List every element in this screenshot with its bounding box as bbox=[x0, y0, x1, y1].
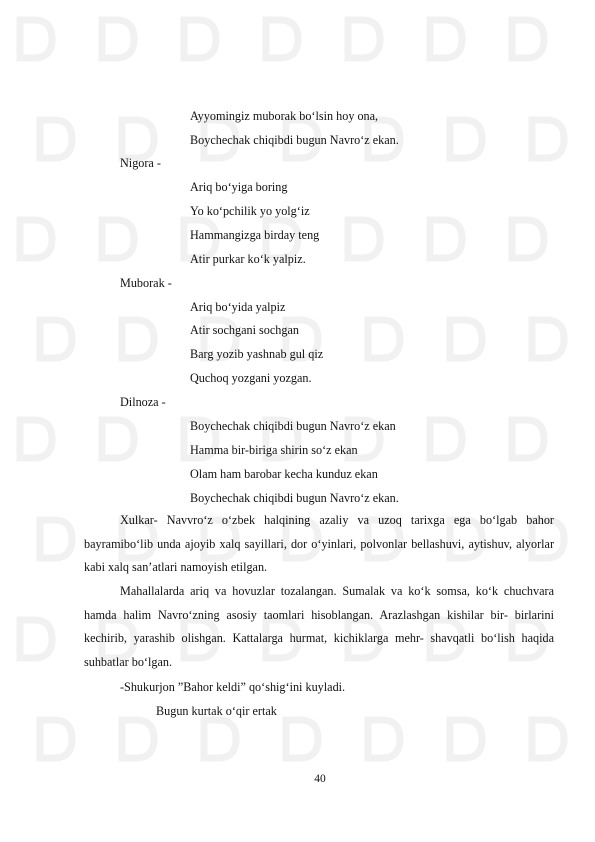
verse-line: Ariq bo‘yiga boring bbox=[190, 180, 288, 194]
paragraph-text: Xulkar- Navvro‘z o‘zbek halqining azaliy va uzoq tarixga ega bo‘lgab bahor bayramibo‘lib unda ajoyib xalq sayillari, dor o‘yinlari, polvonlar bellashuvi, aytishuv, alyorlar kabi xalq san’atlari namoyish etilgan. bbox=[84, 513, 554, 575]
verse-line: Barg yozib yashnab gul qiz bbox=[190, 347, 324, 361]
verse-line: Yo ko‘pchilik yo yolg‘iz bbox=[190, 204, 310, 218]
verse-line: Atir purkar ko‘k yalpiz. bbox=[190, 252, 306, 266]
text-line: -Shukurjon ”Bahor keldi” qo‘shig‘ini kuyladi. bbox=[120, 680, 346, 694]
speaker-label: Muborak - bbox=[120, 276, 172, 290]
verse-line: Ariq bo‘yida yalpiz bbox=[190, 300, 286, 314]
verse-line: Boychechak chiqibdi bugun Navro‘z ekan. bbox=[190, 491, 399, 505]
verse-line: Olam ham barobar kecha kunduz ekan bbox=[190, 467, 378, 481]
verse-line: Boychechak chiqibdi bugun Navro‘z ekan bbox=[190, 419, 396, 433]
verse-line: Hammangizga birday teng bbox=[190, 228, 320, 242]
page-number: 40 bbox=[314, 773, 326, 785]
verse-line: Atir sochgani sochgan bbox=[190, 323, 299, 337]
speaker-label: Nigora - bbox=[120, 156, 161, 170]
speaker-label: Dilnoza - bbox=[120, 395, 166, 409]
paragraph bbox=[84, 509, 554, 580]
verse-line: Quchoq yozgani yozgan. bbox=[190, 371, 312, 385]
verse-line: Ayyomingiz muborak bo‘lsin hoy ona, bbox=[190, 109, 379, 123]
text-line: Bugun kurtak o‘qir ertak bbox=[156, 704, 277, 718]
verse-line: Hamma bir-biriga shirin so‘z ekan bbox=[190, 443, 358, 457]
verse-line: Boychechak chiqibdi bugun Navro‘z ekan. bbox=[190, 133, 399, 147]
paragraph-text: Mahallalarda ariq va hovuzlar tozalangan. Sumalak va ko‘k somsa, ko‘k chuchvara hamda halim Navro‘zning asosiy taomlari hisoblangan. Arazlashgan kishilar bir- birlarini kechirib, yarashib olishgan. Kattalarga hurmat, kichiklarga mehr- shavqatli bo‘lish haqida suhbatlar bo‘lgan. bbox=[84, 584, 554, 669]
paragraph bbox=[84, 580, 554, 674]
